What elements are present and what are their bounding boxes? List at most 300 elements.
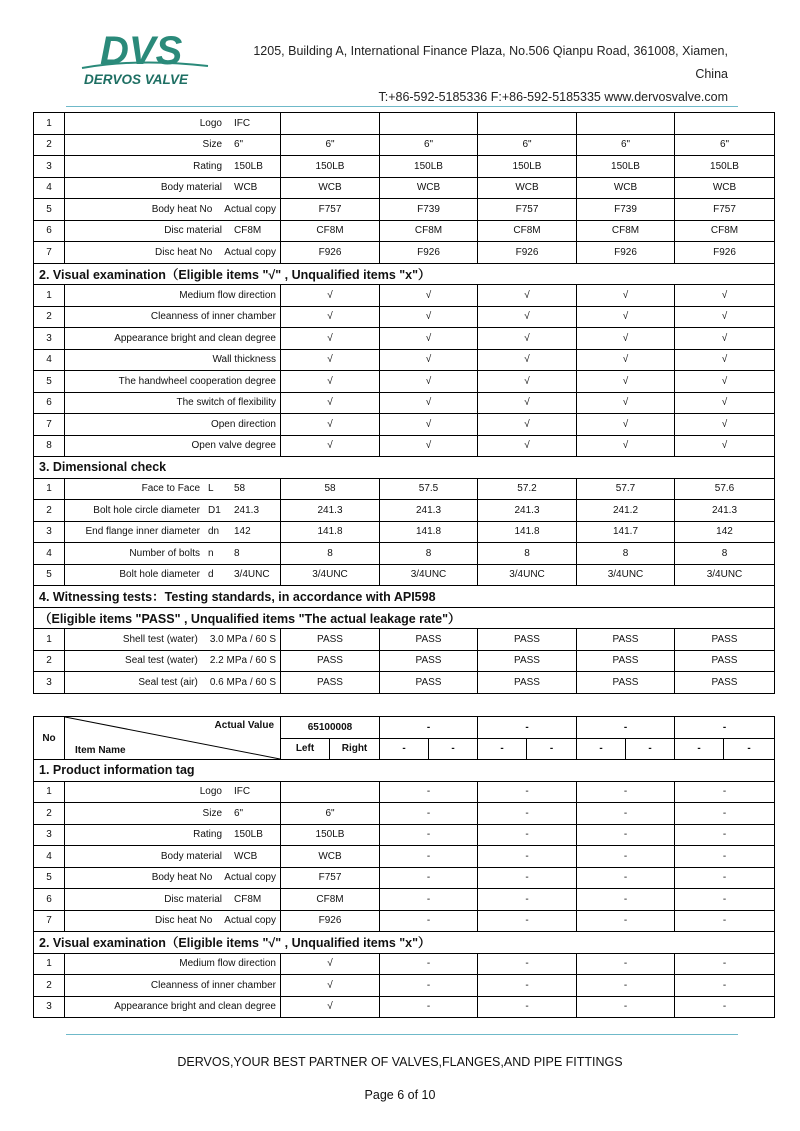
value-cell: √ [675, 328, 775, 350]
value-cell: - [577, 889, 675, 911]
section-witnessing-note [34, 607, 775, 629]
table-row [34, 521, 775, 543]
value-cell: √ [478, 349, 577, 371]
value-cell: F757 [675, 199, 775, 221]
row-number: 6 [34, 220, 65, 242]
item-label [65, 328, 281, 350]
value-cell: √ [675, 306, 775, 328]
item-requirement: 8 [234, 547, 240, 559]
value-cell: 3/4UNC [380, 564, 478, 586]
value-cell: 3/4UNC [675, 564, 775, 586]
item-label [65, 889, 281, 911]
value-cell: PASS [478, 629, 577, 651]
serial-5: - [675, 717, 775, 739]
value-cell: 8 [380, 543, 478, 565]
company-logo [78, 28, 213, 90]
row-number: 1 [34, 629, 65, 651]
value-cell: 57.5 [380, 478, 478, 500]
value-cell: 3/4UNC [478, 564, 577, 586]
item-name: Appearance bright and clean degree [114, 1001, 276, 1013]
section-visual-examination [34, 263, 775, 285]
item-symbol: D1 [208, 504, 221, 516]
row-number: 2 [34, 803, 65, 825]
sub-dash: - [675, 738, 724, 760]
value-cell: 141.7 [577, 521, 675, 543]
value-cell: - [380, 846, 478, 868]
item-requirement: 6" [234, 139, 244, 151]
value-cell: - [380, 803, 478, 825]
value-cell: √ [478, 414, 577, 436]
value-cell: √ [281, 371, 380, 393]
value-cell: - [577, 824, 675, 846]
value-cell: 150LB [281, 156, 380, 178]
value-cell: √ [281, 996, 380, 1018]
value-cell [281, 113, 380, 135]
row-number: 5 [34, 564, 65, 586]
item-name: Seal test (air) [138, 676, 198, 688]
value-cell: √ [478, 392, 577, 414]
value-cell: √ [577, 349, 675, 371]
row-number: 4 [34, 846, 65, 868]
value-cell: PASS [281, 650, 380, 672]
company-address: 1205, Building A, International Finance Plaza, No.506 Qianpu Road, 361008, Xiamen, China [253, 44, 728, 81]
value-cell: √ [577, 414, 675, 436]
value-cell: - [380, 996, 478, 1018]
item-name: Size [202, 807, 222, 819]
value-cell: √ [281, 306, 380, 328]
value-cell: CF8M [281, 889, 380, 911]
item-requirement: Actual copy [224, 246, 276, 258]
value-cell: F739 [380, 199, 478, 221]
item-requirement: 0.6 MPa / 60 S [209, 676, 276, 688]
value-cell: CF8M [577, 220, 675, 242]
company-address-block [220, 40, 728, 109]
inspection-table-1 [33, 112, 775, 694]
row-number: 1 [34, 781, 65, 803]
item-label [65, 199, 281, 221]
value-cell: F757 [478, 199, 577, 221]
section-title: 2. Visual examination（Eligible items "√" , Unqualified items "x"） [34, 932, 775, 954]
item-requirement: CF8M [234, 225, 262, 237]
item-name: Cleanness of inner chamber [150, 979, 276, 991]
value-cell: CF8M [675, 220, 775, 242]
item-label [65, 975, 281, 997]
header-divider [66, 106, 738, 107]
row-number: 1 [34, 285, 65, 307]
value-cell: - [380, 867, 478, 889]
item-symbol: dn [208, 526, 220, 538]
item-name: Open valve degree [191, 440, 276, 452]
value-cell: 150LB [478, 156, 577, 178]
value-cell: 141.8 [478, 521, 577, 543]
value-cell: PASS [577, 629, 675, 651]
item-requirement: 2.2 MPa / 60 S [209, 655, 276, 667]
item-label [65, 846, 281, 868]
serial-1: 65100008 [281, 717, 380, 739]
sub-dash: - [478, 738, 527, 760]
value-cell: √ [675, 435, 775, 457]
value-cell [478, 113, 577, 135]
section-title: 2. Visual examination（Eligible items "√" , Unqualified items "x"） [34, 263, 775, 285]
item-requirement: Actual copy [224, 203, 276, 215]
item-label [65, 285, 281, 307]
inspection-table-2 [33, 716, 775, 1018]
item-label [65, 220, 281, 242]
value-cell: - [675, 846, 775, 868]
actual-value-label: Actual Value [214, 720, 274, 731]
item-label [65, 156, 281, 178]
item-name: Wall thickness [212, 354, 276, 366]
table-row [34, 889, 775, 911]
item-label [65, 803, 281, 825]
value-cell: - [478, 824, 577, 846]
table-row [34, 953, 775, 975]
value-cell: √ [380, 349, 478, 371]
section-visual-examination [34, 932, 775, 954]
value-cell: CF8M [478, 220, 577, 242]
value-cell: WCB [380, 177, 478, 199]
sub-dash: - [429, 738, 478, 760]
table-row [34, 910, 775, 932]
value-cell: F757 [281, 867, 380, 889]
value-cell: PASS [675, 650, 775, 672]
value-cell: - [675, 975, 775, 997]
value-cell [577, 113, 675, 135]
value-cell: √ [577, 371, 675, 393]
row-number: 5 [34, 199, 65, 221]
value-cell: PASS [577, 650, 675, 672]
item-name-label: Item Name [75, 745, 126, 756]
item-name: Medium flow direction [179, 289, 276, 301]
table-row [34, 846, 775, 868]
item-requirement: Actual copy [224, 872, 276, 884]
row-number: 4 [34, 349, 65, 371]
table-row [34, 328, 775, 350]
table-row [34, 306, 775, 328]
row-number: 8 [34, 435, 65, 457]
company-contact: T:+86-592-5185336 F:+86-592-5185335 www.dervosvalve.com [378, 90, 728, 104]
item-label [65, 953, 281, 975]
logo-mark: DVS [100, 29, 183, 73]
value-cell: - [577, 996, 675, 1018]
value-cell: 3/4UNC [577, 564, 675, 586]
value-cell: - [380, 781, 478, 803]
item-label [65, 113, 281, 135]
value-cell: √ [675, 349, 775, 371]
item-label [65, 392, 281, 414]
value-cell: - [478, 867, 577, 889]
serial-3: - [478, 717, 577, 739]
value-cell: PASS [281, 629, 380, 651]
value-cell: 3/4UNC [281, 564, 380, 586]
item-requirement: 6" [234, 807, 244, 819]
table-row [34, 672, 775, 694]
value-cell: F926 [577, 242, 675, 264]
sub-dash: - [527, 738, 577, 760]
value-cell: 150LB [675, 156, 775, 178]
item-name: Disc heat No [155, 246, 213, 258]
item-label [65, 867, 281, 889]
item-requirement: Actual copy [224, 915, 276, 927]
value-cell: 6" [281, 803, 380, 825]
row-number: 2 [34, 500, 65, 522]
item-label [65, 371, 281, 393]
value-cell: WCB [675, 177, 775, 199]
value-cell: √ [281, 285, 380, 307]
value-cell: 57.7 [577, 478, 675, 500]
item-requirement: CF8M [234, 893, 262, 905]
item-label [65, 672, 281, 694]
value-cell: 241.3 [281, 500, 380, 522]
value-cell: 150LB [380, 156, 478, 178]
value-cell: √ [380, 285, 478, 307]
section-witnessing-tests [34, 586, 775, 608]
value-cell: - [478, 953, 577, 975]
value-cell: √ [380, 392, 478, 414]
value-cell: - [675, 824, 775, 846]
item-name: Logo [199, 117, 222, 129]
value-cell [281, 781, 380, 803]
value-cell: - [675, 910, 775, 932]
item-label [65, 543, 281, 565]
value-cell: WCB [281, 177, 380, 199]
value-cell: - [577, 781, 675, 803]
item-requirement: IFC [234, 117, 251, 129]
table-row [34, 199, 775, 221]
item-requirement: WCB [234, 182, 258, 194]
item-symbol: d [208, 569, 214, 581]
value-cell: 8 [675, 543, 775, 565]
table-row [34, 349, 775, 371]
item-name: The switch of flexibility [176, 397, 276, 409]
value-cell: - [478, 781, 577, 803]
section-title: 3. Dimensional check [34, 457, 775, 479]
value-cell: - [380, 824, 478, 846]
value-cell: 241.2 [577, 500, 675, 522]
value-cell: - [478, 803, 577, 825]
row-number: 1 [34, 113, 65, 135]
value-cell: - [577, 867, 675, 889]
value-cell: - [380, 975, 478, 997]
row-number: 3 [34, 996, 65, 1018]
item-symbol: L [208, 483, 214, 495]
value-cell: - [380, 910, 478, 932]
value-cell: PASS [380, 650, 478, 672]
value-cell: - [577, 846, 675, 868]
value-cell: √ [380, 328, 478, 350]
value-cell: - [675, 781, 775, 803]
value-cell: 6" [478, 134, 577, 156]
row-number: 2 [34, 650, 65, 672]
section-dimensional-check [34, 457, 775, 479]
value-cell [380, 113, 478, 135]
value-cell: √ [380, 435, 478, 457]
value-cell: √ [281, 349, 380, 371]
table-row [34, 392, 775, 414]
row-number: 1 [34, 478, 65, 500]
item-name: Medium flow direction [179, 958, 276, 970]
value-cell: PASS [380, 629, 478, 651]
value-cell [675, 113, 775, 135]
table-row [34, 975, 775, 997]
page-number: Page 6 of 10 [364, 1088, 436, 1102]
item-name: The handwheel cooperation degree [118, 375, 276, 387]
item-name: Open direction [210, 418, 276, 430]
item-name: Disc material [164, 893, 222, 905]
value-cell: √ [281, 975, 380, 997]
value-cell: √ [577, 435, 675, 457]
value-cell: √ [281, 414, 380, 436]
table-row [34, 629, 775, 651]
table-row [34, 371, 775, 393]
sub-dash: - [626, 738, 675, 760]
table-row [34, 134, 775, 156]
item-name: Face to Face [141, 483, 200, 495]
item-requirement: 142 [234, 526, 251, 538]
item-label [65, 414, 281, 436]
sub-dash: - [724, 738, 775, 760]
item-label [65, 521, 281, 543]
item-requirement: IFC [234, 786, 251, 798]
value-cell: - [577, 975, 675, 997]
table-row [34, 867, 775, 889]
value-cell: 241.3 [675, 500, 775, 522]
value-cell: - [380, 953, 478, 975]
item-name: Logo [199, 786, 222, 798]
value-cell: - [675, 867, 775, 889]
row-number: 3 [34, 672, 65, 694]
value-cell: 6" [380, 134, 478, 156]
row-number: 3 [34, 156, 65, 178]
item-label [65, 996, 281, 1018]
value-cell: √ [478, 285, 577, 307]
table-row [34, 285, 775, 307]
item-label [65, 478, 281, 500]
table-row [34, 650, 775, 672]
value-cell: PASS [478, 650, 577, 672]
table-row [34, 220, 775, 242]
table-row [34, 564, 775, 586]
row-number: 7 [34, 414, 65, 436]
item-label [65, 500, 281, 522]
item-label [65, 306, 281, 328]
table-row [34, 803, 775, 825]
item-label [65, 910, 281, 932]
item-label [65, 650, 281, 672]
value-cell: F739 [577, 199, 675, 221]
value-cell: √ [478, 328, 577, 350]
item-name: Bolt hole diameter [119, 569, 200, 581]
value-cell: √ [577, 392, 675, 414]
table-row [34, 414, 775, 436]
value-cell: √ [281, 435, 380, 457]
value-cell: √ [675, 414, 775, 436]
value-cell: 8 [577, 543, 675, 565]
table-row [34, 543, 775, 565]
item-label [65, 177, 281, 199]
item-label [65, 564, 281, 586]
value-cell: 8 [281, 543, 380, 565]
value-cell: 150LB [281, 824, 380, 846]
item-requirement: 3/4UNC [234, 569, 270, 581]
table-row [34, 824, 775, 846]
value-cell: CF8M [380, 220, 478, 242]
value-cell: 141.8 [281, 521, 380, 543]
row-number: 2 [34, 134, 65, 156]
item-header-diagonal [65, 717, 281, 760]
item-label [65, 629, 281, 651]
value-cell: CF8M [281, 220, 380, 242]
item-name: Rating [193, 829, 222, 841]
logo-company: DERVOS VALVE [84, 72, 189, 87]
value-cell: F926 [478, 242, 577, 264]
row-number: 2 [34, 975, 65, 997]
serial-2: - [380, 717, 478, 739]
item-name: Bolt hole circle diameter [93, 504, 200, 516]
value-cell: PASS [675, 629, 775, 651]
footer-slogan: DERVOS,YOUR BEST PARTNER OF VALVES,FLANGES,AND PIPE FITTINGS [177, 1055, 623, 1069]
value-cell: 6" [577, 134, 675, 156]
item-label [65, 349, 281, 371]
value-cell: √ [478, 371, 577, 393]
value-cell: 57.2 [478, 478, 577, 500]
value-cell: - [577, 953, 675, 975]
value-cell: F757 [281, 199, 380, 221]
value-cell: - [675, 803, 775, 825]
row-number: 5 [34, 371, 65, 393]
value-cell: F926 [675, 242, 775, 264]
value-cell: 142 [675, 521, 775, 543]
section-title: 1. Product information tag [34, 760, 775, 782]
table-row [34, 996, 775, 1018]
section-product-info [34, 760, 775, 782]
value-cell: PASS [478, 672, 577, 694]
value-cell: √ [577, 285, 675, 307]
no-header: No [34, 717, 65, 760]
value-cell: PASS [675, 672, 775, 694]
value-cell: √ [281, 328, 380, 350]
table-row [34, 435, 775, 457]
item-requirement: 150LB [234, 829, 263, 841]
item-name: Disc material [164, 225, 222, 237]
row-number: 4 [34, 543, 65, 565]
footer-divider [66, 1034, 738, 1035]
table-row [34, 500, 775, 522]
item-name: End flange inner diameter [85, 526, 200, 538]
value-cell: WCB [577, 177, 675, 199]
item-label [65, 242, 281, 264]
item-requirement: 241.3 [234, 504, 260, 516]
row-number: 4 [34, 177, 65, 199]
item-name: Number of bolts [129, 547, 200, 559]
value-cell: 141.8 [380, 521, 478, 543]
value-cell: √ [675, 371, 775, 393]
value-cell: √ [577, 328, 675, 350]
value-cell: √ [380, 306, 478, 328]
value-cell: F926 [281, 910, 380, 932]
item-label [65, 134, 281, 156]
item-name: Body material [160, 850, 222, 862]
section-title: 4. Witnessing tests：Testing standards, in accordance with API598 [34, 586, 775, 608]
item-label [65, 781, 281, 803]
value-cell: 150LB [577, 156, 675, 178]
value-cell: - [478, 889, 577, 911]
item-name: Appearance bright and clean degree [114, 332, 276, 344]
value-cell: - [478, 975, 577, 997]
value-cell: PASS [380, 672, 478, 694]
value-cell: √ [380, 414, 478, 436]
row-number: 3 [34, 824, 65, 846]
